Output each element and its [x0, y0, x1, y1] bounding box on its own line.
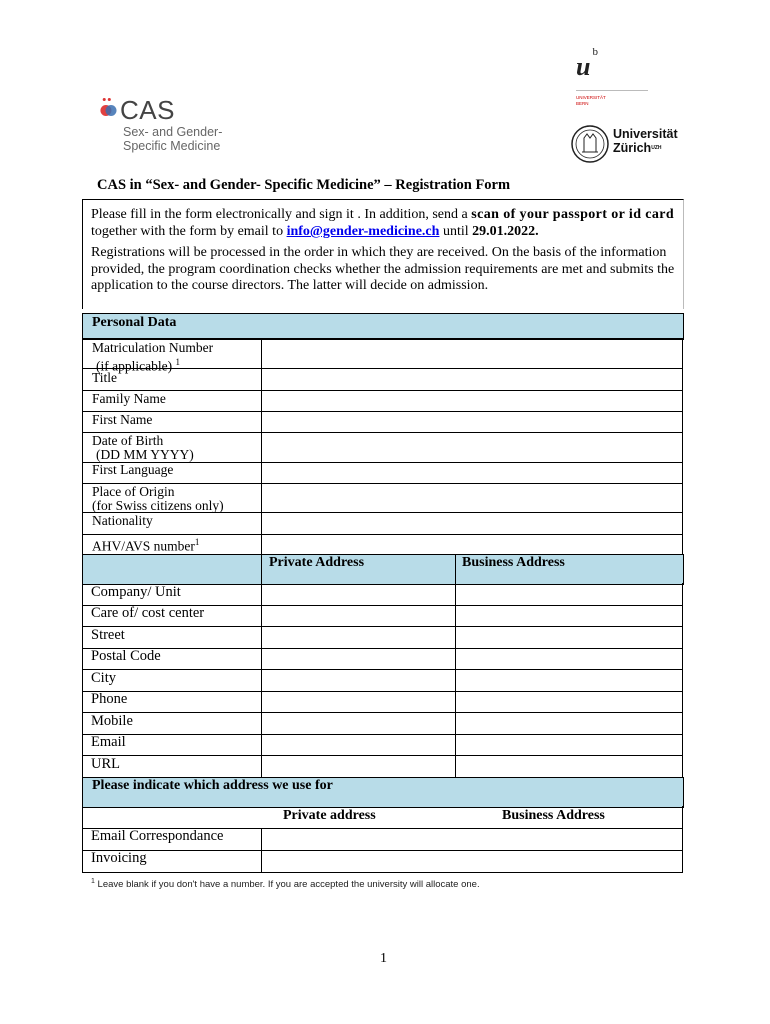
address-row-label: City	[91, 670, 116, 686]
address-header	[82, 554, 684, 585]
first-name-label: First Name	[92, 412, 153, 427]
intro-text-d: until	[439, 224, 473, 239]
cas-logo-subtitle	[123, 125, 222, 153]
footnote-ref: 1	[194, 537, 200, 547]
page-number: 1	[380, 951, 387, 966]
origin-label-1: Place of Origin	[92, 484, 175, 499]
address-row-label: Phone	[91, 691, 128, 707]
usage-business-heading: Business Address	[502, 808, 605, 823]
address-row-label: URL	[91, 756, 120, 772]
address-row-label: Company/ Unit	[91, 584, 181, 600]
matriculation-label-1: Matriculation Number	[92, 340, 214, 355]
private-address-heading: Private Address	[269, 555, 365, 570]
dob-label-2: (DD MM YYYY)	[96, 447, 194, 462]
dob-input[interactable]	[262, 433, 683, 462]
usage-private-heading: Private address	[283, 808, 376, 823]
cas-subtitle-line-2: Specific Medicine	[123, 139, 221, 153]
uzh-line-2-text: Zürich	[613, 141, 652, 155]
intro-text-a: Please fill in the form electronically and sign it . In addition, send a	[91, 207, 472, 222]
first-language-label: First Language	[92, 462, 174, 477]
personal-data-header	[82, 313, 684, 340]
email-correspondance-label: Email Correspondance	[91, 828, 224, 844]
unibe-logo	[576, 46, 598, 82]
footnote	[91, 878, 480, 890]
deadline-text: 29.01.2022.	[472, 224, 539, 239]
address-row-label: Street	[91, 627, 125, 643]
title-label: Title	[92, 370, 118, 385]
form-title: CAS in “Sex- and Gender- Specific Medicine” – Registration Form	[97, 177, 511, 193]
address-row-label: Postal Code	[91, 648, 161, 664]
cas-subtitle-line-1: Sex- and Gender-	[123, 125, 223, 139]
email-correspondance-input[interactable]	[262, 829, 683, 850]
title-input[interactable]	[262, 369, 683, 390]
family-name-label: Family Name	[92, 391, 166, 406]
cas-logo-text: CAS	[120, 95, 175, 125]
unibe-wordmark	[576, 95, 606, 106]
personal-data-table	[82, 338, 683, 556]
intro-text-c: together with the form by email to	[91, 224, 287, 239]
ahv-label	[92, 535, 199, 554]
intro-paragraph-1	[91, 206, 676, 240]
footnote-text: Leave blank if you don't have a number. If you are accepted the university will allocate one.	[97, 879, 480, 891]
cas-logo	[98, 97, 248, 157]
address-row-label: Care of/ cost center	[91, 605, 205, 621]
matriculation-label	[92, 341, 213, 374]
business-address-heading: Business Address	[462, 555, 565, 570]
first-name-input[interactable]	[262, 412, 683, 432]
place-of-origin-label	[92, 485, 224, 513]
unibe-divider	[576, 90, 648, 91]
invoicing-label: Invoicing	[91, 850, 147, 866]
unibe-mark: u	[576, 52, 591, 81]
uzh-seal-icon	[570, 124, 610, 164]
header-divider	[261, 555, 262, 584]
uzh-line-1: Universität	[613, 127, 678, 141]
invoicing-input[interactable]	[262, 851, 683, 872]
email-link[interactable]: info@gender-medicine.ch	[286, 224, 440, 239]
address-table	[82, 583, 683, 778]
uzh-sup: UZH	[651, 145, 662, 151]
intro-paragraph-2: Registrations will be processed in the order in which they are received. On the basis of the information provided, the program coordination checks whether the admission requirements are met and submits the application to the course directors. The latter will decide on admission.	[91, 245, 675, 293]
origin-label-2: (for Swiss citizens only)	[92, 498, 224, 513]
footnote-mark: 1	[91, 878, 95, 885]
footnote-ref: 1	[175, 357, 180, 367]
personal-data-title: Personal Data	[92, 315, 177, 330]
nationality-label: Nationality	[92, 513, 153, 528]
header-divider	[455, 555, 456, 584]
matriculation-label-2: (if applicable)	[96, 358, 173, 374]
private-address-inputs[interactable]	[262, 583, 455, 777]
dob-label-1: Date of Birth	[92, 433, 164, 448]
ahv-label-text: AHV/AVS number	[92, 538, 195, 554]
place-of-origin-input[interactable]	[262, 484, 683, 512]
uzh-line-2	[613, 141, 678, 155]
address-usage-header	[82, 777, 684, 808]
first-language-input[interactable]	[262, 463, 683, 483]
address-row-label: Email	[91, 734, 126, 750]
unibe-wordmark-line-1: UNIVERSITÄT	[576, 95, 606, 100]
address-usage-title: Please indicate which address we use for	[92, 778, 333, 793]
intro-passport-text: scan of your passport or id card	[471, 207, 675, 222]
ahv-input[interactable]	[262, 535, 683, 555]
matriculation-input[interactable]	[262, 339, 683, 368]
family-name-input[interactable]	[262, 391, 683, 411]
uzh-wordmark	[613, 127, 678, 155]
unibe-sup: b	[592, 46, 598, 59]
address-usage-table	[82, 806, 683, 873]
dob-label	[92, 434, 194, 462]
intro-box	[82, 199, 684, 309]
address-row-label: Mobile	[91, 713, 133, 729]
nationality-input[interactable]	[262, 513, 683, 534]
unibe-wordmark-line-2: BERN	[576, 100, 589, 106]
business-address-inputs[interactable]	[456, 583, 683, 777]
